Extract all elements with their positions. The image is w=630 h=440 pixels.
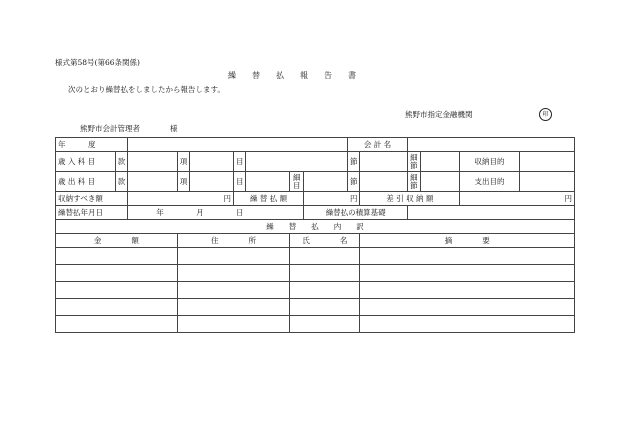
label-revenue-subject: 歳 入 科 目	[56, 152, 116, 172]
seal-mark: 印	[539, 108, 552, 121]
label-saimoku: 細目	[290, 172, 304, 192]
field-expenditure-kan[interactable]	[128, 172, 178, 192]
cell-amount[interactable]	[56, 282, 178, 299]
label-year-unit: 年	[156, 208, 164, 217]
field-year[interactable]	[128, 138, 348, 152]
col-address: 住 所	[177, 234, 289, 248]
field-revenue-kan[interactable]	[128, 152, 178, 172]
label-kou: 項	[177, 172, 190, 192]
label-month-unit: 月	[196, 208, 204, 217]
label-expenditure-subject: 歳 出 科 目	[56, 172, 116, 192]
cell-address[interactable]	[177, 248, 289, 265]
field-expenditure-setsu[interactable]	[360, 172, 408, 192]
intro-text: 次のとおり繰替払をしましたから報告します。	[68, 85, 225, 94]
label-revenue-purpose: 収納目的	[460, 152, 520, 172]
cell-summary[interactable]	[360, 299, 575, 316]
yen-unit: 円	[564, 194, 572, 203]
label-moku: 目	[233, 152, 246, 172]
table-row	[56, 282, 575, 299]
label-expenditure-purpose: 支出目的	[460, 172, 520, 192]
label-date: 繰替払年月日	[56, 206, 128, 220]
row-breakdown-header	[56, 234, 575, 248]
cell-name[interactable]	[290, 282, 360, 299]
label-saisetsu: 細節	[408, 172, 421, 192]
field-net[interactable]	[460, 192, 575, 206]
cell-name[interactable]	[290, 248, 360, 265]
label-moku: 目	[233, 172, 246, 192]
table-row	[56, 299, 575, 316]
label-kan: 款	[115, 172, 128, 192]
cell-address[interactable]	[177, 265, 289, 282]
form-title: 繰 替 払 報 告 書	[228, 71, 356, 80]
field-revenue-saisetsu[interactable]	[420, 152, 460, 172]
yen-unit: 円	[223, 194, 231, 203]
cell-name[interactable]	[290, 299, 360, 316]
row-amounts	[56, 192, 575, 206]
addressee: 熊野市会計管理者 様	[80, 124, 178, 133]
field-expenditure-saisetsu[interactable]	[420, 172, 460, 192]
cell-amount[interactable]	[56, 299, 178, 316]
label-account: 会 計 名	[347, 138, 407, 152]
field-expenditure-moku[interactable]	[246, 172, 290, 192]
col-name: 氏 名	[290, 234, 360, 248]
yen-unit: 円	[349, 194, 358, 203]
table-row	[56, 265, 575, 282]
field-calc-basis[interactable]	[408, 206, 575, 220]
field-receivable[interactable]	[128, 192, 234, 206]
label-kou: 項	[177, 152, 190, 172]
label-receivable: 収納すべき額	[56, 192, 128, 206]
cell-summary[interactable]	[360, 248, 575, 265]
bank-name: 熊野市指定金融機関	[405, 110, 473, 119]
field-revenue-purpose[interactable]	[519, 152, 574, 172]
label-setsu: 節	[347, 152, 360, 172]
row-date	[56, 206, 575, 220]
label-kan: 款	[115, 152, 128, 172]
label-saisetsu: 細節	[408, 152, 421, 172]
breakdown-title: 繰 替 払 内 訳	[56, 220, 575, 234]
field-revenue-setsu[interactable]	[360, 152, 408, 172]
form-number: 様式第58号(第66条関係)	[55, 58, 140, 67]
label-repayment: 繰 替 払 額	[233, 192, 303, 206]
cell-summary[interactable]	[360, 282, 575, 299]
cell-amount[interactable]	[56, 316, 178, 333]
label-setsu: 節	[347, 172, 360, 192]
field-repayment[interactable]	[304, 192, 360, 206]
cell-name[interactable]	[290, 265, 360, 282]
field-expenditure-kou[interactable]	[190, 172, 234, 192]
cell-summary[interactable]	[360, 316, 575, 333]
field-revenue-moku[interactable]	[246, 152, 347, 172]
row-expenditure	[56, 172, 575, 192]
row-revenue	[56, 152, 575, 172]
field-account[interactable]	[408, 138, 575, 152]
cell-amount[interactable]	[56, 265, 178, 282]
field-revenue-kou[interactable]	[190, 152, 234, 172]
field-expenditure-purpose[interactable]	[519, 172, 574, 192]
label-calc-basis: 繰替払の積算基礎	[304, 206, 408, 220]
cell-address[interactable]	[177, 299, 289, 316]
label-day-unit: 日	[235, 208, 244, 217]
row-breakdown-title	[56, 220, 575, 234]
cell-amount[interactable]	[56, 248, 178, 265]
cell-address[interactable]	[177, 282, 289, 299]
label-year: 年 度	[56, 138, 128, 152]
label-net: 差 引 収 納 額	[360, 192, 460, 206]
cell-address[interactable]	[177, 316, 289, 333]
cell-name[interactable]	[290, 316, 360, 333]
table-row	[56, 248, 575, 265]
row-year	[56, 138, 575, 152]
col-summary: 摘 要	[360, 234, 575, 248]
table-row	[56, 316, 575, 333]
field-date[interactable]	[128, 206, 304, 220]
cell-summary[interactable]	[360, 265, 575, 282]
report-form	[55, 137, 575, 333]
field-expenditure-saimoku[interactable]	[304, 172, 348, 192]
col-amount: 金 額	[56, 234, 178, 248]
